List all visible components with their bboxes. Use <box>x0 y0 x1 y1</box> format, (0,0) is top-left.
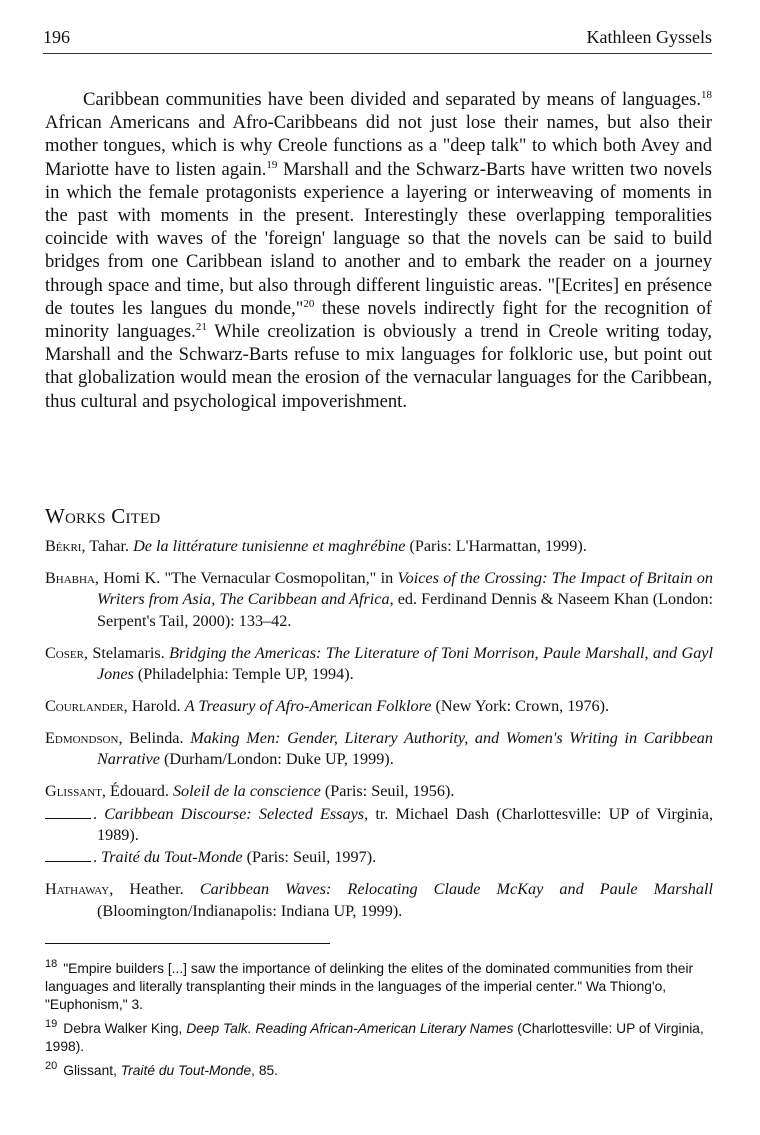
citation-publication: (Paris: Seuil, 1956). <box>320 782 455 801</box>
citation-entry <box>45 847 713 868</box>
citation-entry <box>45 643 713 686</box>
citation-publication: (Paris: Seuil, 1997). <box>242 848 377 867</box>
citation-text: . <box>93 848 102 867</box>
same-author-dash <box>45 806 91 819</box>
citation-title: Caribbean Waves: Relocating Claude McKay and Paule Marshall <box>199 880 713 899</box>
works-cited-heading: Works Cited <box>45 504 161 528</box>
citation-title: Bridging the Americas: The Literature of Toni Morrison, Paule Marshall, and Gayl Jones <box>97 643 713 684</box>
citation-text: , Belinda. <box>118 728 191 747</box>
running-author: Kathleen Gyssels <box>586 27 712 47</box>
footnote-ref[interactable]: 21 <box>195 320 207 333</box>
citation-entry <box>45 568 713 632</box>
footnote-ref[interactable]: 19 <box>266 158 278 171</box>
footnote-ref[interactable]: 18 <box>701 88 712 101</box>
body-sentence: Caribbean communities have been divided and separated by means of languages. <box>83 89 701 110</box>
citation-text: , Harold. <box>123 696 185 715</box>
footnote-divider <box>45 943 330 944</box>
citation-entry <box>45 728 713 771</box>
citation-entry <box>45 696 713 717</box>
body-sentence: African Americans and Afro-Caribbeans did not just lose their names, but also their mother tongues, which is why Creole functions as a "deep talk" to which both Avey and Mariotte have to listen again. <box>45 112 712 180</box>
footnote <box>45 960 713 1014</box>
body-sentence: Marshall and the Schwarz-Barts have written two novels in which the female protagonists experience a layering or interweaving of moments in the past with moments in the present. Interestingly these overlapping temporalities coincide with waves of the 'foreign' language so that the novels can be said to build bridges from one Caribbean island to another and to embark the reader on a journey through space and time, but also through different linguistic areas. "[Ecrites] en présence de toutes les langues du monde," <box>45 158 712 319</box>
footnote-title: Deep Talk. Reading African-American Literary Names <box>186 1021 514 1036</box>
citation-author: Coser <box>45 643 84 662</box>
citation-publication: (Paris: L'Harmattan, 1999). <box>405 537 587 555</box>
footnotes <box>45 960 713 1086</box>
footnote-text: Debra Walker King, <box>63 1021 187 1036</box>
citation-title: Caribbean Discourse: Selected Essays <box>104 804 365 823</box>
citation-entry <box>45 804 713 847</box>
footnote <box>45 1020 713 1056</box>
citation-publication: (Durham/London: Duke UP, 1999). <box>159 750 394 769</box>
citation-text: , Heather. <box>109 880 200 899</box>
citation-title: Traité du Tout-Monde <box>101 848 243 867</box>
footnote-number: 20 <box>45 1060 58 1073</box>
citation-title: Voices of the Crossing: The Impact of Britain on Writers from Asia, The Caribbean and Africa <box>97 568 713 609</box>
citation-author: Glissant <box>45 782 102 801</box>
citation-author: Courlander <box>45 696 124 715</box>
citation-publication: , tr. Michael Dash (Charlottesville: UP of Virginia, 1989). <box>97 804 713 844</box>
footnote-publication: (Charlottesville: UP of Virginia, 1998). <box>45 1021 704 1054</box>
works-cited-list <box>45 536 713 933</box>
footnote-number: 18 <box>45 958 58 971</box>
citation-entry <box>45 879 713 922</box>
citation-text: , Tahar. <box>81 537 134 555</box>
citation-publication: , ed. Ferdinand Dennis & Naseem Khan (London: Serpent's Tail, 2000): 133–42. <box>97 590 713 630</box>
citation-author: Békri <box>45 537 82 555</box>
footnote <box>45 1062 713 1080</box>
body-sentence: While creolization is obviously a trend in Creole writing today, Marshall and the Schwarz-Barts refuse to mix languages for folkloric use, but point out that globalization would mean the erosion of the vernacular languages for the Caribbean, thus cultural and psychological impoverishment. <box>45 321 712 412</box>
footnote-title: Traité du Tout-Monde <box>120 1063 252 1078</box>
footnote-number: 19 <box>45 1018 58 1031</box>
citation-publication: (Bloomington/Indianapolis: Indiana UP, 1999). <box>97 901 403 920</box>
footnote-publication: , 85. <box>251 1063 279 1078</box>
body-sentence: these novels indirectly fight for the recognition of minority languages. <box>45 297 712 343</box>
citation-author: Hathaway <box>45 880 110 899</box>
citation-author: Edmondson <box>45 728 119 747</box>
citation-title: Soleil de la conscience <box>172 782 321 801</box>
citation-title: A Treasury of Afro-American Folklore <box>184 696 432 715</box>
running-header <box>43 27 712 54</box>
citation-publication: (Philadelphia: Temple UP, 1994). <box>133 665 354 684</box>
footnote-text: "Empire builders [...] saw the importance of delinking the elites of the dominated communities from their languages and literally transplanting their minds in the languages of the imperial center." Wa Thiong'o, "Euphonism," 3. <box>45 961 694 1012</box>
citation-publication: (New York: Crown, 1976). <box>431 696 610 715</box>
citation-entry <box>45 536 713 557</box>
citation-title: Making Men: Gender, Literary Authority, and Women's Writing in Caribbean Narrative <box>97 728 713 769</box>
page-number: 196 <box>43 27 70 47</box>
same-author-dash <box>45 849 91 862</box>
footnote-text: Glissant, <box>63 1063 121 1078</box>
citation-entry <box>45 781 713 802</box>
citation-title: De la littérature tunisienne et maghrébine <box>133 537 406 555</box>
citation-text: , Édouard. <box>101 782 173 801</box>
citation-text: , Homi K. "The Vernacular Cosmopolitan," in <box>94 568 398 587</box>
body-paragraph <box>45 88 712 413</box>
footnote-ref[interactable]: 20 <box>303 297 315 310</box>
citation-author: Bhabha <box>45 568 95 587</box>
citation-text: . <box>93 804 105 823</box>
citation-text: , Stelamaris. <box>83 643 170 662</box>
